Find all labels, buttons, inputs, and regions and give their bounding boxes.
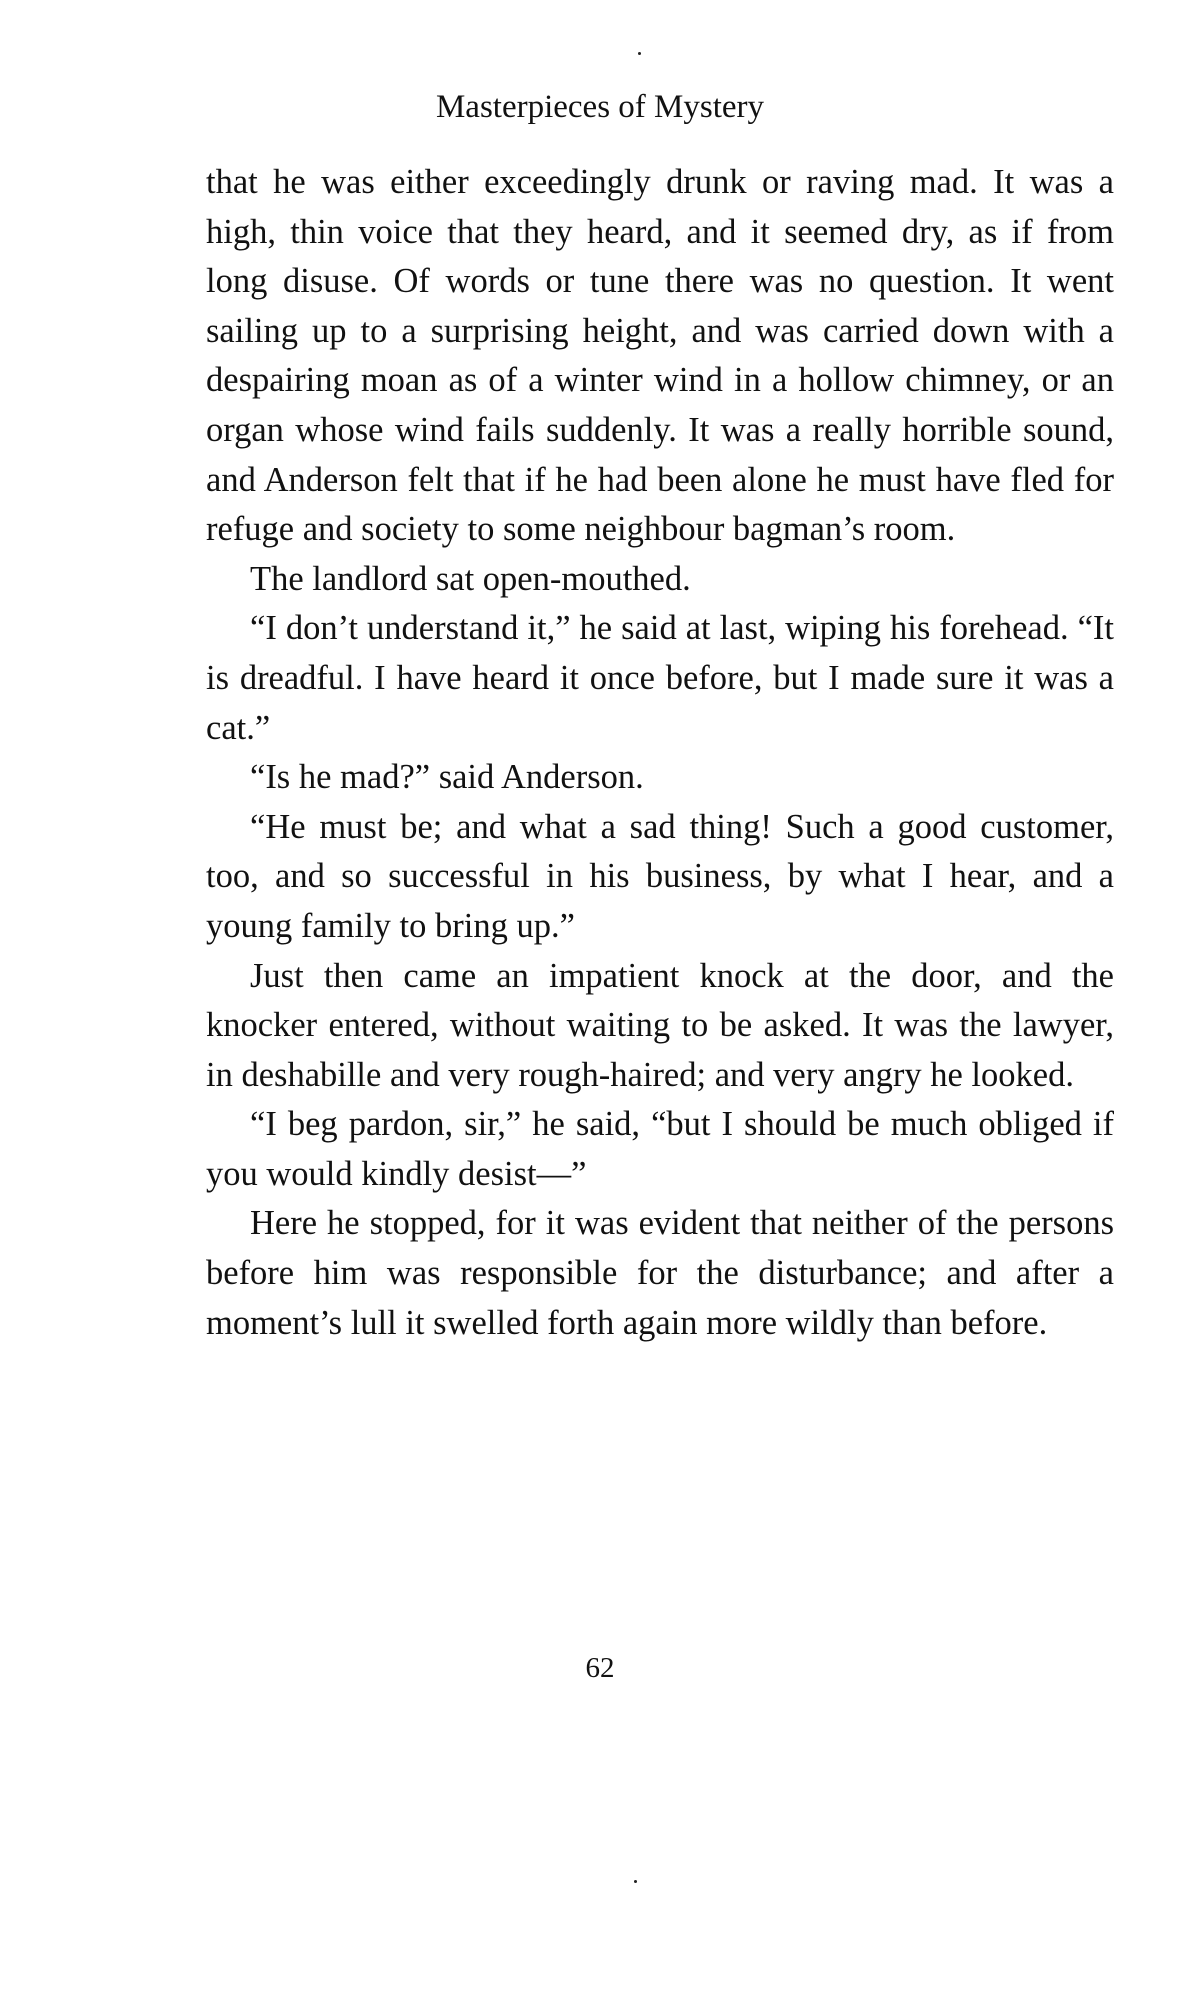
print-speck [638,52,641,55]
paragraph: Here he stopped, for it was evident that neither of the persons before him was responsible for the disturbance; and after a moment’s lull it swelled forth again more wildly than before. [206,1204,1114,1342]
page-number: 62 [585,1652,615,1684]
print-speck [634,1880,637,1883]
paragraph: “I beg pardon, sir,” he said, “but I should be much obliged if you would kindly desist—” [206,1105,1114,1193]
paragraph: The landlord sat open-mouthed. [250,559,691,598]
paragraph: “Is he mad?” said Anderson. [250,758,644,797]
paragraph: Just then came an impatient knock at the door, and the knocker entered, without waiting to be asked. It was the lawyer, in deshabille and very rough-haired; and very angry he looked. [206,956,1114,1094]
paragraph: “I don’t understand it,” he said at last, wiping his forehead. “It is dreadful. I have heard it once before, but I made sure it was a cat.” [206,609,1114,747]
paragraph-continued: that he was either exceedingly drunk or raving mad. It was a high, thin voice that they heard, and it seemed dry, as if from long disuse. Of words or tune there was no question. It went sailing up to a surprising height, and was carried down with a despairing moan as of a winter wind in a hollow chimney, or an organ whose wind fails suddenly. It was a really horrible sound, and Anderson felt that if he had been alone he must have fled for refuge and society to some neighbour bagman’s room. [206,163,1114,549]
page-body [206,158,1114,1348]
running-head: Masterpieces of Mystery [435,89,765,125]
paragraph: “He must be; and what a sad thing! Such a good customer, too, and so successful in his business, by what I hear, and a young family to bring up.” [206,807,1114,945]
